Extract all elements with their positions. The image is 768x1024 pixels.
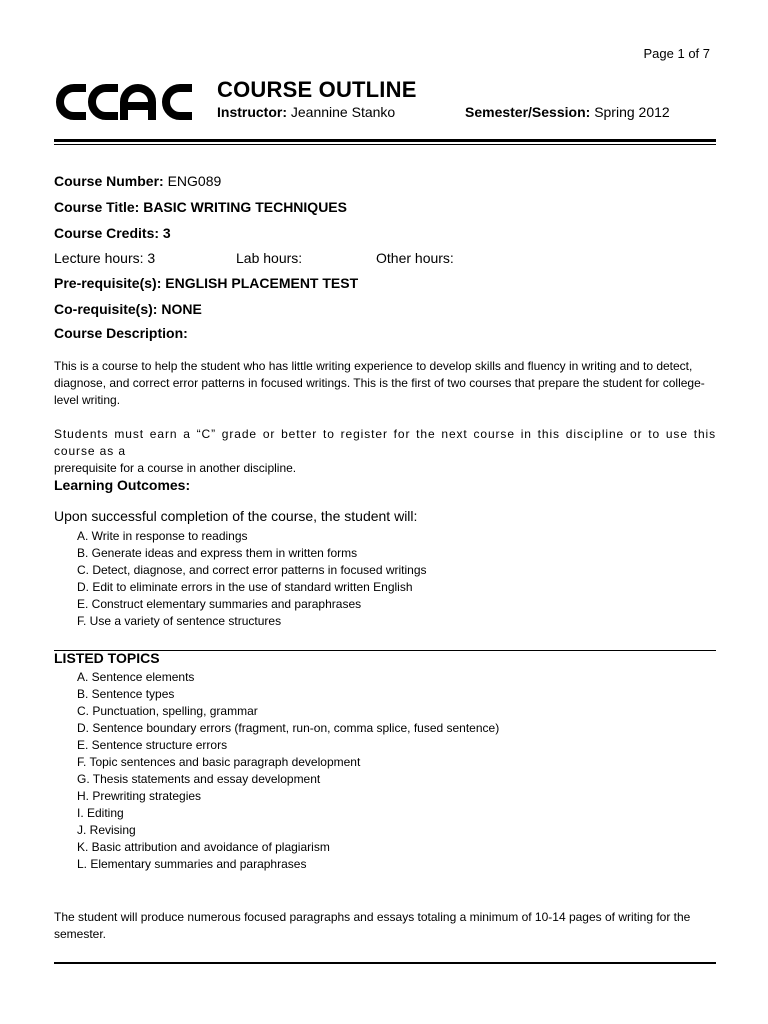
- list-item: B. Generate ideas and express them in written forms: [77, 546, 358, 560]
- learning-outcomes-list: [77, 528, 427, 630]
- list-item: D. Edit to eliminate errors in the use of standard written English: [77, 580, 413, 594]
- lecture-hours-value: 3: [147, 250, 156, 266]
- prerequisite-field: [54, 275, 358, 291]
- list-item: H. Prewriting strategies: [77, 789, 202, 803]
- list-item: K. Basic attribution and avoidance of plagiarism: [77, 840, 330, 854]
- list-item: A. Sentence elements: [77, 670, 195, 684]
- corequisite-field: [54, 301, 202, 317]
- other-hours-label: Other hours:: [376, 250, 454, 266]
- list-item: F. Topic sentences and basic paragraph development: [77, 755, 361, 769]
- list-item: C. Detect, diagnose, and correct error patterns in focused writings: [77, 563, 427, 577]
- page-number: Page 1 of 7: [643, 46, 710, 61]
- ccac-logo: [56, 80, 198, 124]
- prerequisite-value: ENGLISH PLACEMENT TEST: [165, 275, 359, 291]
- header-divider-thin: [54, 144, 716, 145]
- prerequisite-label: Pre-requisite(s):: [54, 275, 162, 291]
- list-item: I. Editing: [77, 806, 124, 820]
- document-title: COURSE OUTLINE: [217, 77, 417, 102]
- instructor-label: Instructor:: [217, 104, 287, 120]
- list-item: E. Sentence structure errors: [77, 738, 228, 752]
- lecture-hours-field: [54, 250, 155, 266]
- grade-requirement-paragraph: [54, 426, 716, 477]
- course-title-field: [54, 199, 347, 215]
- listed-topics-list: [77, 669, 499, 873]
- list-item: A. Write in response to readings: [77, 529, 248, 543]
- course-credits-field: [54, 225, 171, 241]
- semester-value: Spring 2012: [594, 104, 670, 120]
- grade-requirement-line1: Students must earn a “C” grade or better to register for the next course in this discipline or to use this course as a: [54, 427, 716, 458]
- course-description-heading: [54, 325, 188, 341]
- list-item: C. Punctuation, spelling, grammar: [77, 704, 258, 718]
- course-title-value: BASIC WRITING TECHNIQUES: [143, 199, 347, 215]
- list-item: D. Sentence boundary errors (fragment, run-on, comma splice, fused sentence): [77, 721, 500, 735]
- course-credits-label: Course Credits:: [54, 225, 160, 241]
- learning-outcomes-intro: Upon successful completion of the course, the student will:: [54, 508, 418, 524]
- course-credits-value: 3: [162, 225, 171, 241]
- description-paragraph: This is a course to help the student who has little writing experience to develop skills and fluency in writing and to detect, diagnose, and correct error patterns in focused writings. This is the first of two courses that prepare the student for college-level writing.: [54, 359, 705, 407]
- list-item: G. Thesis statements and essay development: [77, 772, 321, 786]
- list-item: E. Construct elementary summaries and paraphrases: [77, 597, 362, 611]
- course-number-value: ENG089: [167, 173, 222, 189]
- learning-outcomes-heading: Learning Outcomes:: [54, 477, 191, 493]
- corequisite-label: Co-requisite(s):: [54, 301, 158, 317]
- course-description-label: Course Description:: [54, 325, 188, 341]
- instructor-line: [217, 104, 395, 120]
- list-item: J. Revising: [77, 823, 136, 837]
- listed-topics-heading: LISTED TOPICS: [54, 650, 160, 666]
- semester-label: Semester/Session:: [465, 104, 591, 120]
- instructor-name: Jeannine Stanko: [290, 104, 396, 120]
- lab-hours-label: Lab hours:: [236, 250, 303, 266]
- header-divider: [54, 139, 716, 142]
- grade-requirement-line2: prerequisite for a course in another discipline.: [54, 461, 297, 475]
- closing-paragraph: The student will produce numerous focused paragraphs and essays totaling a minimum of 10-14 pages of writing for the semester.: [54, 910, 691, 941]
- corequisite-value: NONE: [161, 301, 202, 317]
- course-number-field: [54, 173, 221, 189]
- list-item: B. Sentence types: [77, 687, 175, 701]
- lecture-hours-label: Lecture hours:: [54, 250, 144, 266]
- course-title-label: Course Title:: [54, 199, 140, 215]
- course-number-label: Course Number:: [54, 173, 164, 189]
- list-item: L. Elementary summaries and paraphrases: [77, 857, 307, 871]
- footer-divider: [54, 962, 716, 964]
- list-item: F. Use a variety of sentence structures: [77, 614, 282, 628]
- semester-line: [465, 104, 670, 120]
